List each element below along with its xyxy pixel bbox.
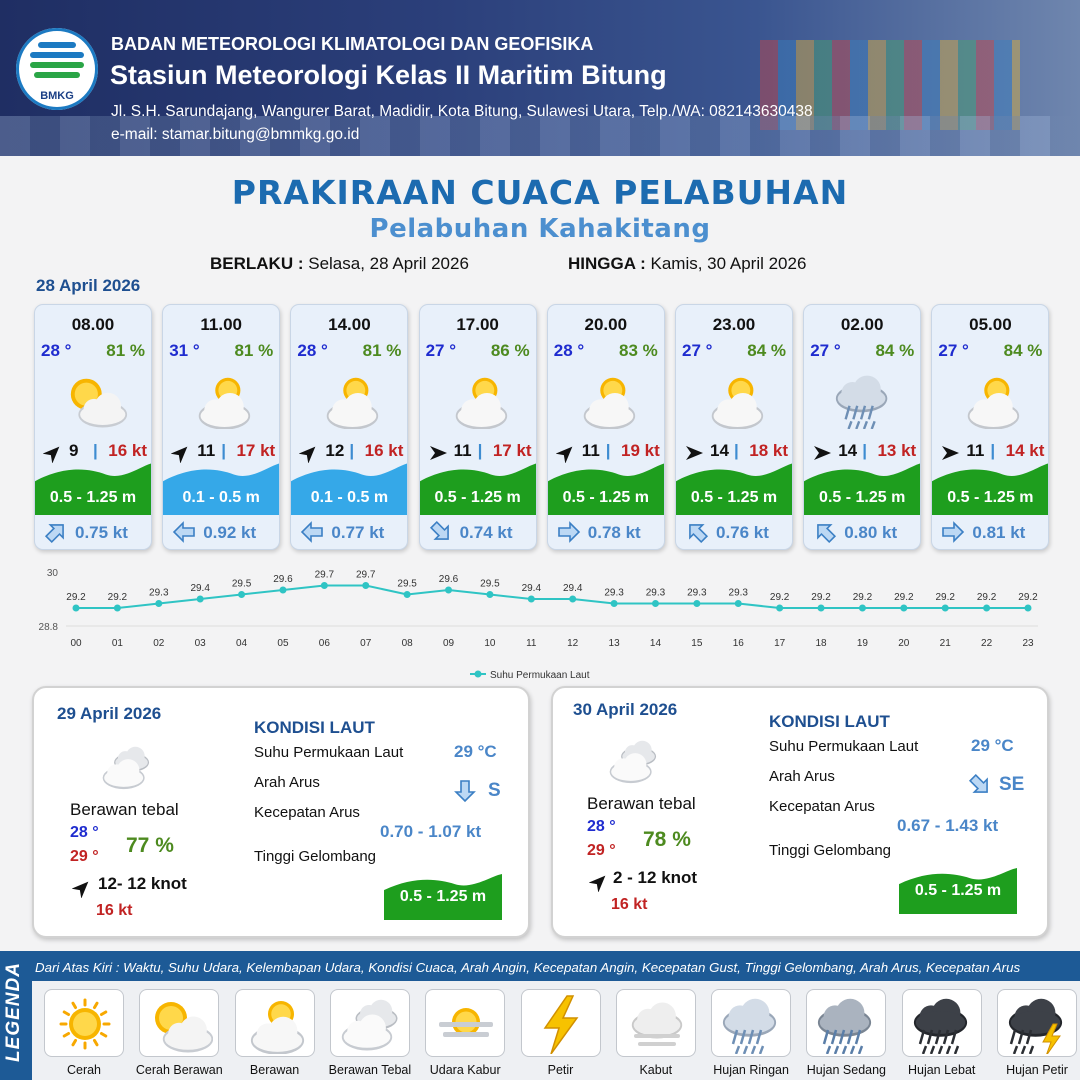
- station-email: e-mail: stamar.bitung@bmmkg.go.id: [111, 126, 360, 143]
- current-speed-label: Kecepatan Arus: [254, 804, 360, 821]
- forecast-card: [803, 304, 921, 550]
- current-speed: 0.77 kt: [331, 523, 385, 542]
- sst-point: [693, 600, 700, 607]
- x-tick-label: 15: [691, 638, 703, 649]
- wave-height: 0.5 - 1.25 m: [562, 489, 649, 506]
- wave-height: 0.5 - 1.25 m: [690, 489, 778, 506]
- current-direction-icon: [812, 519, 838, 545]
- sst-value-label: 29.7: [314, 569, 335, 581]
- current-direction-icon: [171, 519, 197, 545]
- air-temperature: 27 °: [938, 341, 969, 360]
- sst-value-label: 29.3: [645, 587, 666, 599]
- current-speed: 0.81 kt: [972, 523, 1026, 542]
- sst-value-label: 29.2: [935, 592, 955, 603]
- x-tick-label: 03: [194, 638, 206, 649]
- air-temperature: 27 °: [425, 341, 457, 360]
- x-tick-label: 17: [774, 638, 786, 649]
- sst-point: [321, 582, 328, 589]
- sst-value-label: 29.7: [356, 569, 376, 581]
- x-tick-label: 02: [153, 638, 165, 649]
- wind-speed: 11: [581, 441, 600, 460]
- humidity: 81 %: [106, 341, 145, 360]
- legend-item: [806, 989, 886, 1077]
- forecast-time: 23.00: [712, 315, 756, 334]
- sst-label: Suhu Permukaan Laut: [254, 744, 404, 761]
- sst-point: [445, 587, 452, 594]
- x-tick-label: 20: [898, 638, 910, 649]
- wind-direction-icon: [299, 443, 319, 463]
- daily-temp-max: 29 °: [587, 842, 616, 859]
- current-speed: 0.92 kt: [203, 523, 257, 542]
- station-address: Jl. S.H. Sarundajang, Wangurer Barat, Madidir, Kota Bitung, Sulawesi Utara, Telp./WA: 082143630438: [111, 103, 813, 120]
- humidity: 81 %: [362, 341, 402, 360]
- separator: |: [221, 441, 226, 460]
- humidity: 84 %: [747, 341, 786, 360]
- sst-value-label: 29.3: [687, 587, 707, 599]
- wind-direction-icon: [556, 443, 576, 463]
- separator: |: [477, 441, 483, 460]
- sst-point: [486, 591, 493, 598]
- sst-point: [238, 591, 245, 598]
- hujan-sedang-icon: [806, 989, 886, 1057]
- legend-vertical-label: [0, 951, 30, 1080]
- hujan-ringan-icon: [711, 989, 791, 1057]
- gust-speed: 18 kt: [749, 441, 788, 460]
- sst-value-label: 29.4: [562, 583, 583, 594]
- legend-item-label: Cerah: [66, 1063, 102, 1077]
- daily-humidity: 78 %: [643, 828, 691, 851]
- x-tick-label: 13: [608, 638, 620, 649]
- legend-bar: [0, 951, 1080, 1080]
- y-tick-label: 28.8: [38, 622, 58, 633]
- wind-direction-icon: [428, 443, 448, 463]
- sst-value-label: 29.2: [66, 592, 86, 603]
- x-tick-label: 18: [815, 638, 827, 649]
- sea-surface-temperature-chart: [30, 560, 1050, 685]
- sst-point: [73, 605, 80, 612]
- berawan-icon: [575, 371, 641, 429]
- valid-from: [210, 254, 469, 274]
- sst-value-label: 29.6: [438, 574, 459, 585]
- kabut-icon: [616, 989, 696, 1057]
- wave-height: 0.5 - 1.25 m: [49, 489, 137, 506]
- wind-speed: 14: [710, 441, 729, 460]
- x-tick-label: 00: [70, 638, 82, 649]
- legend-item-label: Petir: [547, 1063, 574, 1077]
- daily-temp-min: 28 °: [70, 824, 99, 841]
- petir-icon: [521, 989, 601, 1057]
- sst-value-label: 29.3: [149, 587, 169, 599]
- forecast-time: 05.00: [969, 315, 1012, 334]
- current-direction-icon: [940, 519, 966, 545]
- sst-value: 29 °C: [454, 742, 497, 761]
- forecast-time: 08.00: [71, 315, 115, 334]
- wave-height: 0.5 - 1.25 m: [947, 489, 1034, 506]
- daily-gust: 16 kt: [611, 896, 648, 913]
- separator: |: [349, 441, 355, 460]
- daily-forecast-box: [551, 686, 1049, 938]
- legend-item: [135, 989, 223, 1077]
- berawan-tebal-icon: [94, 742, 160, 797]
- current-speed: 0.75 kt: [75, 523, 128, 542]
- hujan-lebat-icon: [902, 989, 982, 1057]
- x-tick-label: 22: [981, 638, 993, 649]
- sst-value: 29 °C: [971, 736, 1014, 755]
- forecast-card: [34, 304, 152, 550]
- wind-speed: 11: [453, 441, 472, 460]
- daily-date: 30 April 2026: [573, 700, 678, 719]
- forecast-card: [931, 304, 1049, 550]
- gust-speed: 16 kt: [364, 441, 404, 460]
- air-temperature: 27 °: [810, 341, 841, 360]
- berawan-icon: [235, 989, 315, 1057]
- wind-direction-icon: [171, 443, 191, 463]
- port-name: Pelabuhan Kahakitang: [369, 214, 711, 244]
- current-direction-value: S: [488, 780, 501, 801]
- separator: |: [93, 441, 98, 460]
- wind-direction-icon: [589, 872, 609, 897]
- wind-speed: 14: [838, 441, 858, 460]
- sst-value-label: 29.2: [769, 592, 790, 603]
- legend-item-label: Hujan Petir: [1006, 1063, 1068, 1077]
- daily-temp-min: 28 °: [587, 818, 616, 835]
- current-direction-icon: [556, 519, 582, 545]
- berawan-tebal-icon: [601, 736, 667, 791]
- legend-title: LEGENDA: [3, 962, 24, 1062]
- sea-condition-title: KONDISI LAUT: [769, 712, 890, 731]
- sst-point: [611, 600, 618, 607]
- sst-value-label: 29.2: [894, 592, 914, 603]
- current-speed-value: 0.67 - 1.43 kt: [897, 816, 999, 835]
- x-tick-label: 07: [360, 638, 372, 649]
- forecast-time: 02.00: [840, 315, 884, 334]
- berawan-icon: [447, 371, 513, 429]
- wind-direction-icon: [812, 443, 832, 463]
- legend-item: [44, 989, 124, 1077]
- sst-point: [900, 605, 907, 612]
- berawan-icon: [190, 371, 256, 429]
- current-direction-icon: [684, 519, 710, 545]
- forecast-time: 14.00: [328, 315, 371, 334]
- bmkg-logo: [16, 28, 98, 110]
- current-direction-icon: [452, 778, 478, 809]
- legend-icons-panel: [32, 981, 1080, 1080]
- gust-speed: 17 kt: [236, 441, 276, 460]
- legend-item-label: Cerah Berawan: [135, 1063, 223, 1077]
- sst-value-label: 29.2: [852, 592, 873, 603]
- current-speed: 0.80 kt: [844, 523, 898, 542]
- sst-value-label: 29.2: [107, 592, 128, 603]
- x-tick-label: 05: [277, 638, 289, 649]
- current-direction-icon: [43, 519, 69, 545]
- berawan-icon: [959, 371, 1025, 429]
- current-direction-label: Arah Arus: [769, 768, 835, 785]
- current-direction-value: SE: [999, 774, 1025, 795]
- day1-date: 28 April 2026: [36, 276, 141, 295]
- sst-point: [404, 591, 411, 598]
- berawan-icon: [318, 371, 384, 429]
- wind-direction-icon: [72, 878, 92, 903]
- separator: |: [605, 441, 611, 460]
- sst-point: [569, 596, 576, 603]
- cerah-berawan-icon: [62, 371, 128, 429]
- daily-condition: Berawan tebal: [70, 800, 179, 819]
- wind-direction-icon: [684, 443, 704, 463]
- forecast-time: 11.00: [200, 315, 242, 334]
- daily-gust: 16 kt: [96, 902, 133, 919]
- current-speed: 0.76 kt: [716, 523, 769, 542]
- wave-height: 0.5 - 1.25 m: [819, 489, 906, 506]
- sst-point: [859, 605, 866, 612]
- udara-kabur-icon: [425, 989, 505, 1057]
- sst-point: [114, 605, 121, 612]
- valid-from-label: BERLAKU :: [210, 254, 304, 273]
- humidity: 84 %: [875, 341, 915, 360]
- berawan-icon: [703, 371, 769, 429]
- air-temperature: 28 °: [297, 341, 328, 360]
- page-title: PRAKIRAAN CUACA PELABUHAN: [231, 173, 849, 212]
- humidity: 81 %: [234, 341, 274, 360]
- x-tick-label: 08: [401, 638, 413, 649]
- sst-value-label: 29.2: [1018, 592, 1038, 603]
- berawan-tebal-icon: [330, 989, 410, 1057]
- legend-marker: [475, 671, 482, 678]
- legend-item: [330, 989, 410, 1077]
- legend-item-label: Berawan: [249, 1063, 300, 1077]
- gust-speed: 19 kt: [621, 441, 660, 460]
- x-tick-label: 16: [732, 638, 744, 649]
- station-name: Stasiun Meteorologi Kelas II Maritim Bitung: [110, 60, 667, 90]
- current-direction-label: Arah Arus: [254, 774, 320, 791]
- x-tick-label: 21: [939, 638, 951, 649]
- legend-series-name: Suhu Permukaan Laut: [490, 670, 590, 681]
- sst-value-label: 29.3: [728, 587, 748, 599]
- sst-point: [197, 596, 204, 603]
- current-speed-value: 0.70 - 1.07 kt: [380, 822, 482, 841]
- legend-item-label: Hujan Ringan: [713, 1063, 789, 1077]
- sst-value-label: 29.2: [811, 592, 831, 603]
- humidity: 86 %: [490, 341, 530, 360]
- legend-item: [997, 989, 1077, 1077]
- wave-height-value: 0.5 - 1.25 m: [399, 888, 487, 905]
- sst-point: [942, 605, 949, 612]
- valid-until: [568, 254, 806, 274]
- sst-point: [818, 605, 825, 612]
- legend-item: [521, 989, 601, 1077]
- current-direction-icon: [967, 772, 993, 803]
- wind-speed: 12: [325, 441, 345, 460]
- gust-speed: 13 kt: [877, 441, 917, 460]
- humidity: 84 %: [1003, 341, 1043, 360]
- valid-until-value: Kamis, 30 April 2026: [650, 254, 807, 273]
- x-tick-label: 04: [236, 638, 248, 649]
- cerah-berawan-icon: [139, 989, 219, 1057]
- sst-point: [528, 596, 535, 603]
- forecast-time: 17.00: [456, 315, 499, 334]
- sst-value-label: 29.5: [397, 578, 417, 590]
- current-direction-icon: [428, 519, 454, 545]
- x-tick-label: 11: [526, 638, 537, 649]
- sst-point: [362, 582, 369, 589]
- x-tick-label: 09: [442, 638, 455, 649]
- gust-speed: 17 kt: [492, 441, 532, 460]
- sst-value-label: 29.3: [604, 587, 624, 599]
- header-banner: [0, 0, 1080, 156]
- valid-from-value: Selasa, 28 April 2026: [308, 254, 469, 273]
- air-temperature: 28 °: [553, 341, 585, 360]
- forecast-card: [547, 304, 665, 550]
- forecast-card: [290, 304, 408, 550]
- sst-point: [279, 587, 286, 594]
- sst-value-label: 29.5: [480, 578, 500, 590]
- daily-wind-speed: 12- 12 knot: [98, 874, 187, 893]
- sst-point: [983, 605, 990, 612]
- sst-label: Suhu Permukaan Laut: [769, 738, 919, 755]
- current-speed-label: Kecepatan Arus: [769, 798, 875, 815]
- air-temperature: 27 °: [682, 341, 713, 360]
- current-speed: 0.74 kt: [459, 523, 513, 542]
- wave-height: 0.1 - 0.5 m: [310, 489, 389, 506]
- separator: |: [990, 441, 996, 460]
- cerah-icon: [44, 989, 124, 1057]
- sst-value-label: 29.5: [231, 578, 252, 590]
- sst-point: [652, 600, 659, 607]
- legend-item-label: Udara Kabur: [429, 1063, 501, 1077]
- sst-point: [1025, 605, 1032, 612]
- forecast-card: [419, 304, 537, 550]
- legend-item-label: Kabut: [639, 1063, 673, 1077]
- forecast-time: 20.00: [584, 315, 628, 334]
- logo-text: BMKG: [40, 90, 74, 102]
- daily-condition: Berawan tebal: [587, 794, 696, 813]
- daily-wind-speed: 2 - 12 knot: [613, 868, 698, 887]
- current-direction-icon: [299, 519, 325, 545]
- wind-speed: 11: [966, 441, 985, 460]
- forecast-card: [675, 304, 793, 550]
- gust-speed: 16 kt: [108, 441, 147, 460]
- legend-item-label: Hujan Sedang: [806, 1063, 886, 1077]
- wave-height: 0.1 - 0.5 m: [182, 489, 260, 506]
- wave-height: 0.5 - 1.25 m: [434, 489, 521, 506]
- sea-condition-title: KONDISI LAUT: [254, 718, 375, 737]
- wind-speed: 11: [197, 441, 216, 460]
- sst-point: [155, 600, 162, 607]
- legend-item: [425, 989, 505, 1077]
- forecast-card: [162, 304, 280, 550]
- current-speed: 0.78 kt: [587, 523, 641, 542]
- gust-speed: 14 kt: [1005, 441, 1045, 460]
- wind-direction-icon: [940, 443, 960, 463]
- separator: |: [734, 441, 739, 460]
- daily-humidity: 77 %: [126, 834, 174, 857]
- legend-item: [616, 989, 696, 1077]
- y-tick-label: 30: [46, 568, 58, 579]
- x-tick-label: 14: [649, 638, 662, 649]
- legend-description: Dari Atas Kiri : Waktu, Suhu Udara, Kelembapan Udara, Kondisi Cuaca, Arah Angin, Kecepatan Angin, Kecepatan Gust, Tinggi Gelombang, Arah Arus, Kecepatan Arus: [35, 960, 1021, 975]
- legend-item: [902, 989, 982, 1077]
- x-tick-label: 01: [111, 638, 123, 649]
- wave-height-label: Tinggi Gelombang: [254, 848, 377, 865]
- daily-temp-max: 29 °: [70, 848, 99, 865]
- x-tick-label: 10: [484, 638, 496, 649]
- x-tick-label: 12: [567, 638, 579, 649]
- hujan-petir-icon: [997, 989, 1077, 1057]
- sst-value-label: 29.6: [273, 574, 293, 585]
- wind-speed: 9: [69, 441, 79, 460]
- legend-item-label: Hujan Lebat: [907, 1063, 976, 1077]
- wave-height-label: Tinggi Gelombang: [769, 842, 892, 859]
- x-tick-label: 19: [856, 638, 868, 649]
- wind-direction-icon: [43, 443, 63, 463]
- sst-value-label: 29.2: [976, 592, 997, 603]
- legend-item-label: Berawan Tebal: [328, 1063, 412, 1077]
- x-tick-label: 23: [1022, 638, 1034, 649]
- hujan-ringan-icon: [831, 371, 897, 429]
- humidity: 83 %: [619, 341, 658, 360]
- sst-point: [735, 600, 742, 607]
- legend-item: [711, 989, 791, 1077]
- wave-height-value: 0.5 - 1.25 m: [914, 882, 1002, 899]
- air-temperature: 31 °: [169, 341, 200, 360]
- sst-value-label: 29.4: [190, 583, 210, 594]
- sst-point: [776, 605, 783, 612]
- daily-forecast-box: [32, 686, 530, 938]
- x-tick-label: 06: [318, 638, 330, 649]
- sst-line: [76, 586, 1028, 609]
- sst-value-label: 29.4: [521, 583, 542, 594]
- organization-name: BADAN METEOROLOGI KLIMATOLOGI DAN GEOFISIKA: [111, 34, 594, 54]
- legend-item: [235, 989, 315, 1077]
- daily-date: 29 April 2026: [57, 704, 162, 723]
- valid-until-label: HINGGA :: [568, 254, 646, 273]
- separator: |: [862, 441, 867, 460]
- air-temperature: 28 °: [41, 341, 72, 360]
